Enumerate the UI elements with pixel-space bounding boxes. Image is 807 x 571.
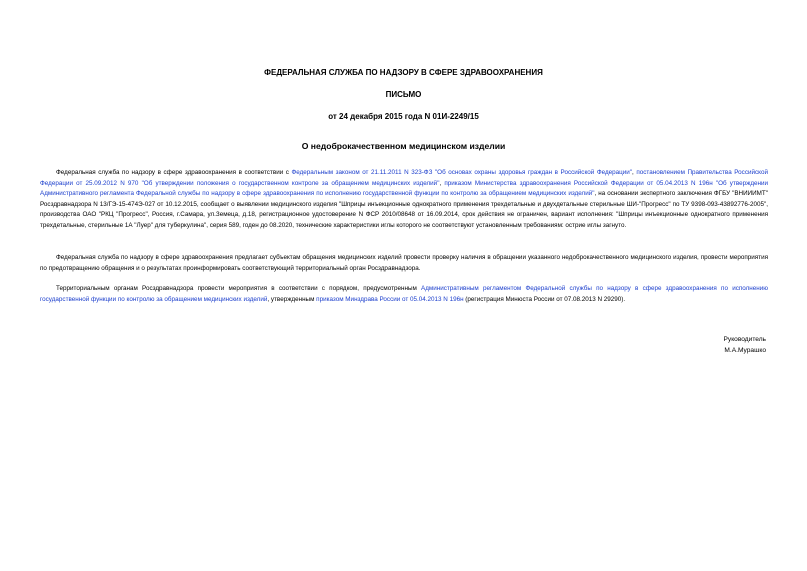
paragraph-text: , на основании экспертного заключения ФГБУ "ВНИИИМТ" Росздравнадзора N 13/ГЭ-15-474Э-027 от 10.12.2015, сообщает о выявлении медицинского изделия "Шприцы инъекционные однократного применения трехдетальные и двухдетальные стерильные ШИ-"Прогресс" по ТУ 9398-093-43892776-2005", производства ОАО "РКЦ "Прогресс", Россия, г.Самара, ул.Земеца, д.18, регистрационное удостоверение N ФСР 2010/08648 от 16.09.2014, срок действия не ограничен, вариант исполнения: "Шприцы инъекционные однократного применения трехдетальные, стерильные 1А "Луер" для туберкулина", серия 589, годен до 08.2020, технические характеристики иглы которого не соответствуют установленным требованиям: острие иглы загнуто.: [40, 190, 768, 229]
paragraph-notice: [40, 168, 768, 232]
signature-name: М.А.Мурашко: [724, 347, 766, 354]
document-type: ПИСЬМО: [385, 90, 422, 99]
document-subject: О недоброкачественном медицинском изделии: [301, 141, 506, 151]
link-government-decree-970[interactable]: постановлением Правительства Российской Федерации от 25.09.2012 N 970 "Об утверждении положения о государственном контроле за обращением медицинских изделий": [40, 169, 768, 187]
agency-title: ФЕДЕРАЛЬНАЯ СЛУЖБА ПО НАДЗОРУ В СФЕРЕ ЗДРАВООХРАНЕНИЯ: [264, 68, 543, 77]
document-date-number: от 24 декабря 2015 года N 01И-2249/15: [328, 112, 479, 121]
link-administrative-regulation[interactable]: Административным регламентом Федеральной службы по надзору в сфере здравоохранения по исполнению государственной функции по контролю за обращением медицинских изделий: [40, 285, 768, 303]
paragraph-text: ,: [632, 169, 637, 176]
paragraph-text: Федеральная служба по надзору в сфере здравоохранения в соответствии с: [56, 169, 292, 176]
link-federal-law-323[interactable]: Федеральным законом от 21.11.2011 N 323-ФЗ "Об основах охраны здоровья граждан в Российской Федерации": [291, 169, 633, 176]
paragraph-text: (регистрация Минюста России от 07.08.2013 N 29290).: [463, 295, 626, 303]
paragraph-text: , утвержденным: [267, 295, 317, 303]
link-ministry-order-196n[interactable]: приказом Министерства здравоохранения Российской Федерации от 05.04.2013 N 196н "Об утверждении Административного регламента Федеральной службы по надзору в сфере здравоохранения по исполнению государственной функции по контролю за обращением медицинских изделий": [40, 179, 769, 198]
paragraph-proposal: Федеральная служба по надзору в сфере здравоохранения предлагает субъектам обращения медицинских изделий провести проверку наличия в обращении указанного недоброкачественного медицинского изделия, провести мероприятия по предотвращению обращения и о результатах проинформировать соответствующий территориальный орган Росздравнадзора.: [40, 254, 768, 272]
link-minzdrav-order-196n[interactable]: приказом Минздрава России от 05.04.2013 N 196н: [316, 295, 464, 303]
paragraph-instructions: [40, 284, 768, 305]
signature-position: Руководитель: [723, 336, 766, 343]
paragraph-text: Территориальным органам Росздравнадзора провести мероприятия в соответствии с порядком, предусмотренным: [56, 285, 422, 292]
paragraph-text: ,: [439, 179, 445, 187]
